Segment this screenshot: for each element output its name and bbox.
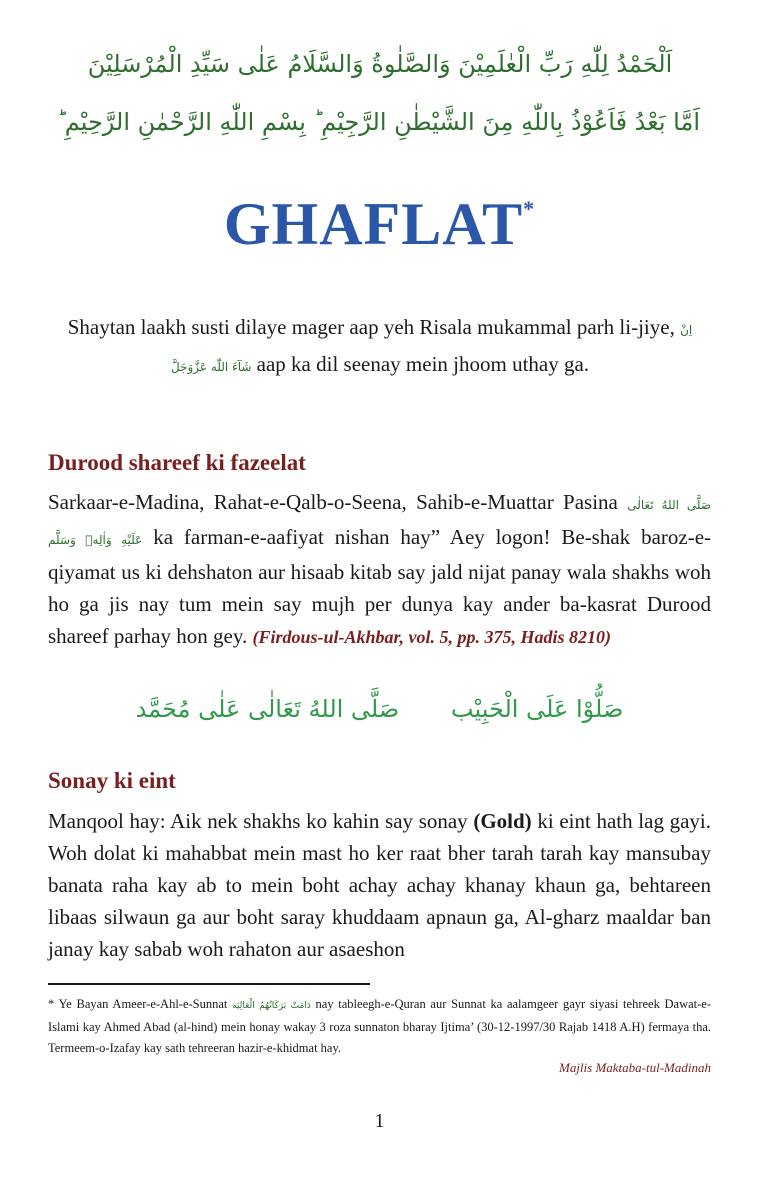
hadith-reference: (Firdous-ul-Akhbar, vol. 5, pp. 375, Hadis 8210) <box>252 627 612 647</box>
gold-text-1: Manqool hay: Aik nek shakhs ko kahin say sonay <box>48 809 468 833</box>
durood-left: صَلَّى اللهُ تَعَالٰى عَلٰى مُحَمَّد <box>135 695 400 723</box>
arabic-header-line-1: اَلْحَمْدُ لِلّٰهِ رَبِّ الْعٰلَمِيْنَ وَالصَّلٰوةُ وَالسَّلَامُ عَلٰى سَيِّدِ الْمُرْسَلِيْنَ <box>87 50 673 78</box>
title-text: GHAFLAT <box>223 191 524 257</box>
footnote <box>48 994 711 1059</box>
inshallah-calligraphy: اِنْ شَآءَ اللّٰه عَزَّوَجَلَّ <box>170 323 693 374</box>
intro-text-1: Shaytan laakh susti dilaye mager aap yeh Risala mukammal parh li-jiye, <box>67 315 675 339</box>
arabic-header-line-2: اَمَّا بَعْدُ فَاَعُوْذُ بِاللّٰهِ مِنَ الشَّيْطٰنِ الرَّجِيْمِ ؕ بِسْمِ اللّٰهِ الرَّحْمٰنِ الرَّحِيْمِ ؕ <box>57 108 700 136</box>
durood-text-2: ka farman-e-aafiyat nishan hay” Aey logon! Be-shak baroz-e-qiyamat us ki dehshaton aur hisaab kitab say jald nijat panay wala shakhs woh ho ga jis nay tum mein say mujh per dunya kay ander ba-kasrat Durood shareef parhay hon gey. <box>48 525 712 648</box>
durood-calligraphy-line <box>0 695 759 723</box>
honorific-calligraphy: دَامَتْ بَرَكَاتُهُمُ الْعَالِيَه <box>232 1001 311 1011</box>
salawat-calligraphy: صَلَّى اللهُ تَعَالٰى عَلَيْهِ وَاٰلِهٖ وَسَلَّم <box>48 498 712 547</box>
footnote-text-1: Ye Bayan Ameer-e-Ahl-e-Sunnat <box>58 997 228 1011</box>
intro-paragraph <box>60 310 700 384</box>
section-heading-durood: Durood shareef ki fazeelat <box>48 450 306 475</box>
gold-text-2: ki eint hath lag gayi. Woh dolat ki mahabbat mein mast ho ker raat bher tarah tarah kay mansubay banata raha kay ab to mein boht achay achay khanay khaun ga, behtareen libaas silwaun ga aur boht saray khuddaam apnaun ga, Al-gharz maaldar ban janay kay sabab woh rahaton aur asaeshon <box>48 809 711 961</box>
page-title <box>0 190 759 259</box>
publisher-signature: Majlis Maktaba-tul-Madinah <box>558 1060 711 1075</box>
durood-text-1: Sarkaar-e-Madina, Rahat-e-Qalb-o-Seena, Sahib-e-Muattar Pasina <box>48 490 618 514</box>
page-number: 1 <box>374 1110 385 1132</box>
footnote-marker: * <box>48 997 55 1011</box>
intro-text-2: aap ka dil seenay mein jhoom uthay ga. <box>256 352 590 376</box>
section-heading-gold-brick: Sonay ki eint <box>48 768 176 793</box>
section-paragraph-gold-brick <box>48 805 711 965</box>
durood-right: صَلُّوْا عَلَى الْحَبِيْب <box>450 695 624 723</box>
footnote-divider <box>48 983 370 985</box>
title-footnote-marker: * <box>523 196 536 221</box>
section-paragraph-durood <box>48 486 711 653</box>
footnote-text-2: nay tableegh-e-Quran aur Sunnat ka aalamgeer gayr siyasi tehreek Dawat-e-Islami kay Ahmed Abad (al-hind) mein honay wakay 3 roza sunnaton bharay Ijtima’ (30-12-1997/30 Rajab 1418 A.H) fermaya tha. Termeem-o-Izafay kay sath tehreeran hazir-e-khidmat hay. <box>48 997 712 1055</box>
gold-bold: (Gold) <box>473 809 532 833</box>
